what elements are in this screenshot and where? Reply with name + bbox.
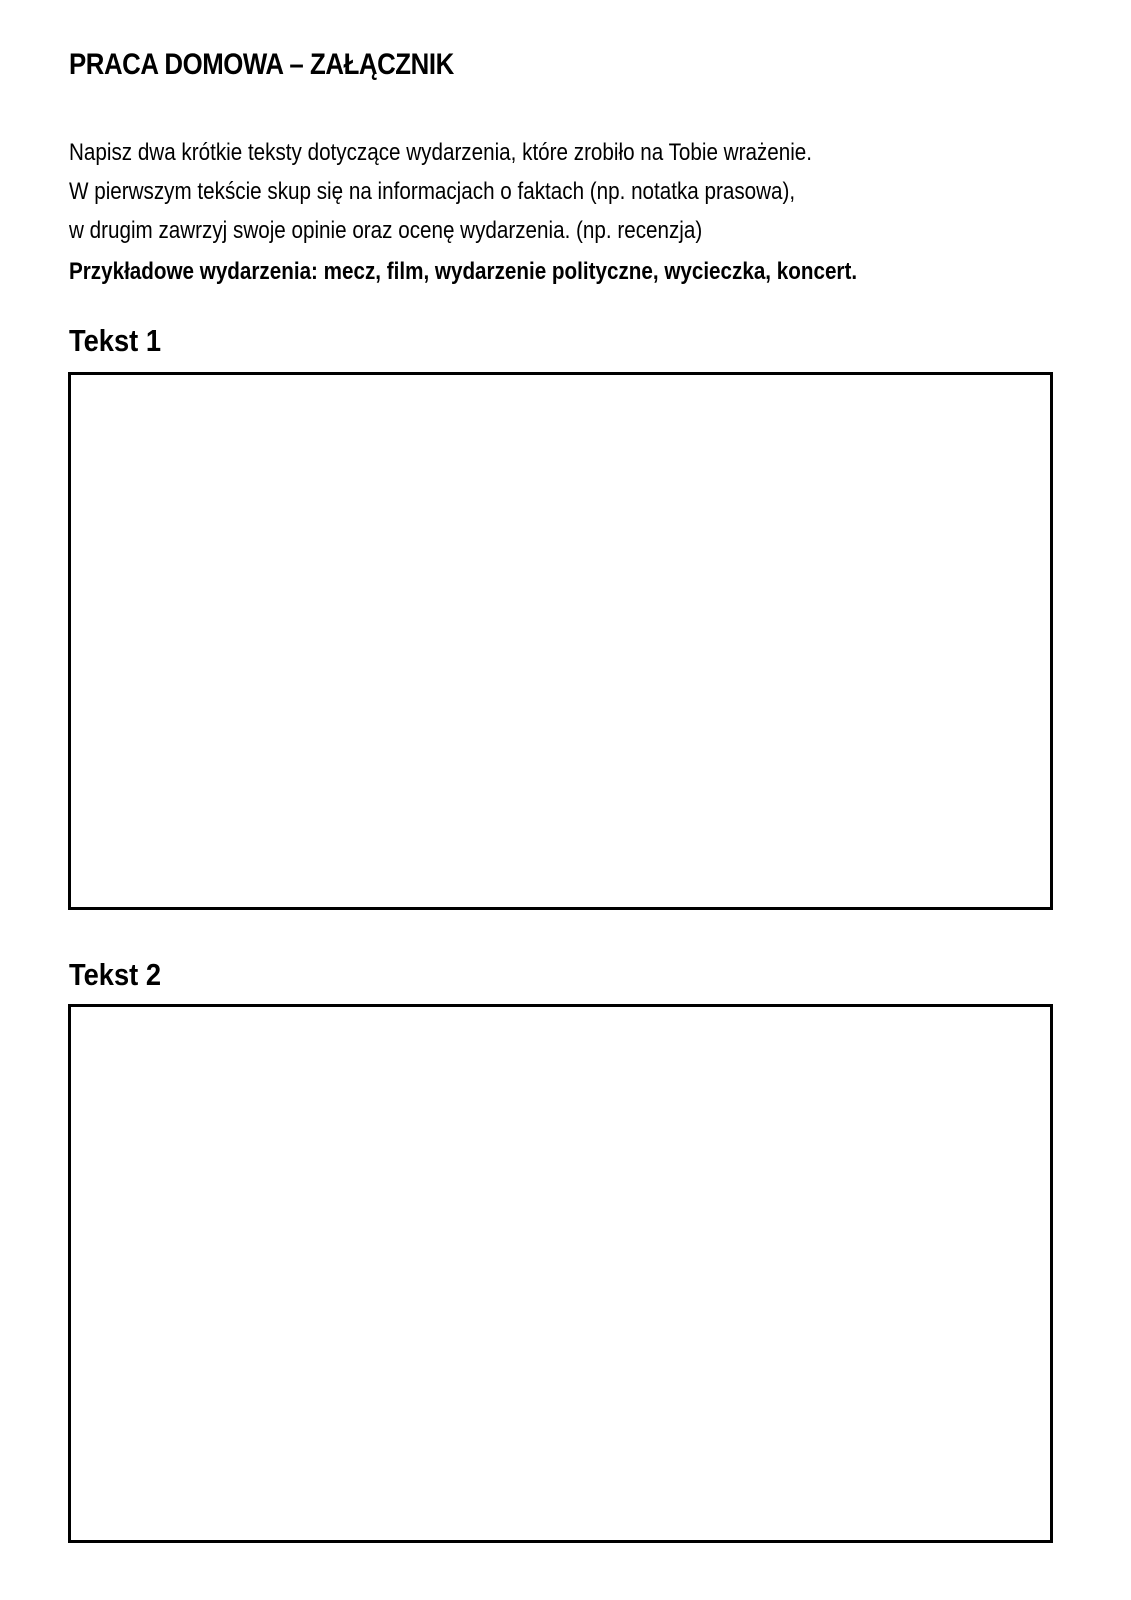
instruction-line: Napisz dwa krótkie teksty dotyczące wydarzenia, które zrobiło na Tobie wrażenie. (69, 139, 813, 166)
section-heading-tekst-2: Tekst 2 (69, 957, 162, 992)
instructions-block (69, 133, 1069, 291)
answer-box-tekst-1[interactable] (68, 372, 1053, 910)
page-title: PRACA DOMOWA – ZAŁĄCZNIK (69, 48, 454, 81)
instruction-line: W pierwszym tekście skup się na informacjach o faktach (np. notatka prasowa), (69, 178, 796, 205)
answer-box-tekst-2[interactable] (68, 1004, 1053, 1543)
instruction-line: w drugim zawrzyj swoje opinie oraz ocenę wydarzenia. (np. recenzja) (69, 217, 703, 244)
section-heading-tekst-1: Tekst 1 (69, 323, 162, 358)
example-events: Przykładowe wydarzenia: mecz, film, wydarzenie polityczne, wycieczka, koncert. (69, 258, 858, 285)
